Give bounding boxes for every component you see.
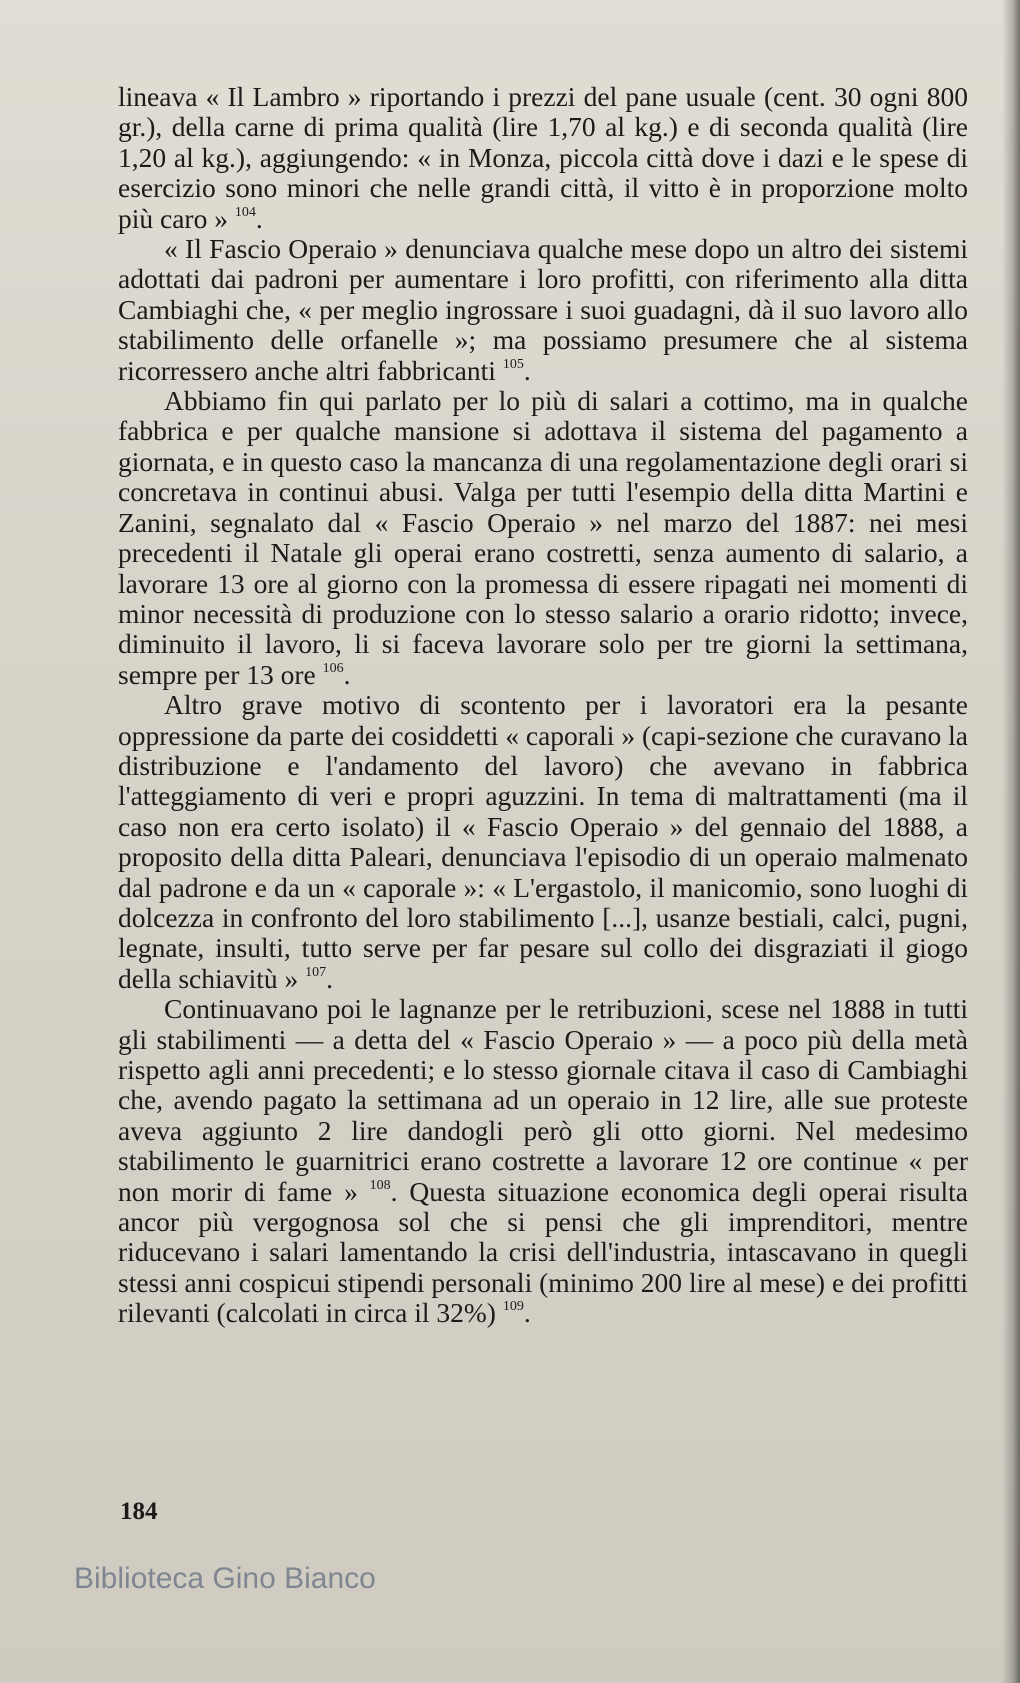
footnote-ref-106: 106: [322, 660, 344, 676]
footnote-ref-109: 109: [502, 1299, 524, 1315]
paragraph-1: [118, 82, 968, 234]
paragraph-5-text: Continuavano poi le lagnanze per le retribuzioni, scese nel 1888 in tutti gli stabilimenti — a detta del « Fascio Operaio » — a poco più della metà rispetto agli anni precedenti; e lo stesso giornale citava il caso di Cambiaghi che, avendo pagato la settimana ad un operaio in 12 lire, alle sue proteste aveva aggiunto 2 lire dandogli però gli otto giorni. Nel medesimo stabilimento le guarnitrici erano costrette a lavorare 12 ore continue « per non morir di fame »: [118, 993, 968, 1207]
paragraph-4-end: .: [326, 962, 333, 994]
paragraph-5: [118, 994, 968, 1328]
library-watermark: Biblioteca Gino Bianco: [74, 1562, 376, 1595]
paragraph-5-end: .: [523, 1297, 531, 1329]
page-edge-shadow: [1002, 0, 1020, 1683]
paragraph-3-end: .: [343, 658, 351, 690]
footnote-ref-107: 107: [305, 964, 327, 980]
footnote-ref-108: 108: [369, 1177, 391, 1193]
paragraph-4: [118, 690, 968, 994]
paragraph-1-end: .: [255, 202, 263, 234]
paragraph-2-end: .: [523, 354, 531, 386]
paragraph-1-text: lineava « Il Lambro » riportando i prezzi del pane usuale (cent. 30 ogni 800 gr.), della carne di prima qualità (lire 1,70 al kg.) e di seconda qualità (lire 1,20 al kg.), aggiungendo: « in Monza, piccola città dove i dazi e le spese di esercizio sono minori che nelle grandi città, il vitto è in proporzione molto più caro »: [118, 81, 968, 234]
paragraph-2-text: « Il Fascio Operaio » denunciava qualche mese dopo un altro dei sistemi adottati dai padroni per aumentare i loro profitti, con riferimento alla ditta Cambiaghi che, « per meglio ingrossare i suoi guadagni, dà il suo lavoro allo stabilimento delle orfanelle »; ma possiamo presumere che al sistema ricorressero anche altri fabbricanti: [118, 233, 968, 386]
page-number: 184: [120, 1498, 158, 1525]
footnote-ref-105: 105: [502, 356, 524, 372]
paragraph-3: [118, 386, 968, 690]
body-text: [118, 82, 968, 1329]
paragraph-5-middle: . Questa situazione economica degli operai risulta ancor più vergognosa sol che si pensi che gli imprenditori, mentre riducevano i salari lamentando la crisi dell'industria, intascavano in quegli stessi anni cospicui stipendi personali (minimo 200 lire al mese) e dei profitti rilevanti (calcolati in circa il 32%): [118, 1175, 968, 1329]
paragraph-2: [118, 234, 968, 386]
paragraph-4-text: Altro grave motivo di scontento per i lavoratori era la pesante oppressione da parte dei cosiddetti « caporali » (capi-sezione che curavano la distribuzione e l'andamento del lavoro) che avevano in fabbrica l'atteggiamento di veri e propri aguzzini. In tema di maltrattamenti (ma il caso non era certo isolato) il « Fascio Operaio » del gennaio del 1888, a proposito della ditta Paleari, denunciava l'episodio di un operaio malmenato dal padrone e da un « caporale »: « L'ergastolo, il manicomio, sono luoghi di dolcezza in confronto del loro stabilimento [...], usanze bestiali, calci, pugni, legnate, insulti, tutto serve per far pesare sul collo dei disgraziati il giogo della schiavitù »: [118, 689, 968, 994]
paragraph-3-text: Abbiamo fin qui parlato per lo più di salari a cottimo, ma in qualche fabbrica e per qualche mansione si adottava il sistema del pagamento a giornata, e in questo caso la mancanza di una regolamentazione degli orari si concretava in continui abusi. Valga per tutti l'esempio della ditta Martini e Zanini, segnalato dal « Fascio Operaio » nel marzo del 1887: nei mesi precedenti il Natale gli operai erano costretti, senza aumento di salario, a lavorare 13 ore al giorno con la promessa di essere ripagati nei momenti di minor necessità di produzione con lo stesso salario a orario ridotto; invece, diminuito il lavoro, li si faceva lavorare solo per tre giorni la settimana, sempre per 13 ore: [118, 385, 968, 690]
footnote-ref-104: 104: [234, 204, 256, 220]
